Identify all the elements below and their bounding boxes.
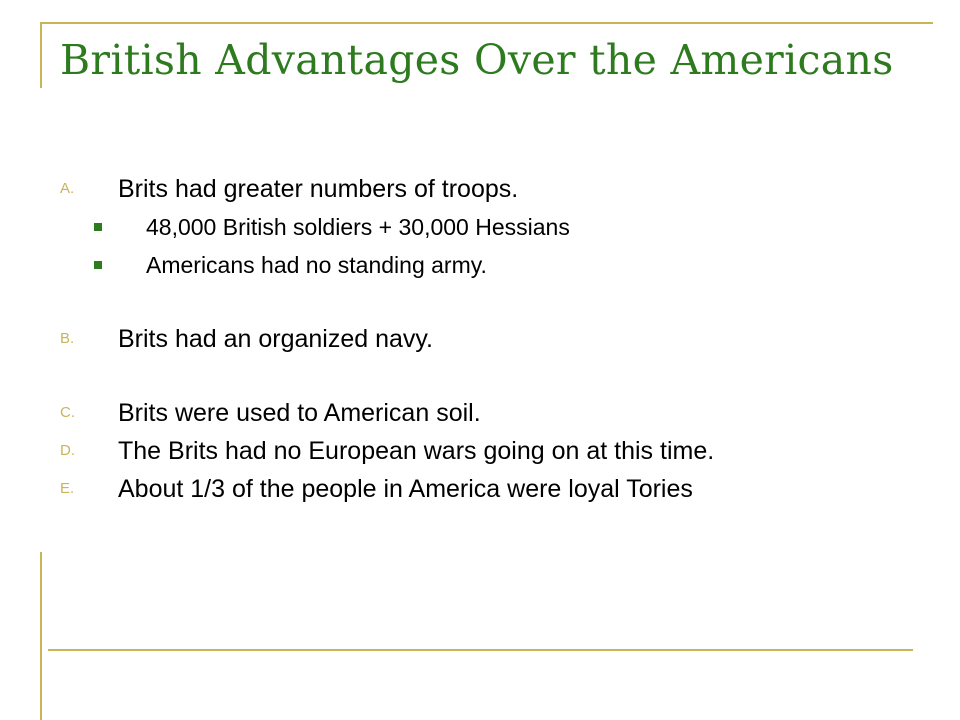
left-rule bbox=[40, 22, 42, 88]
list-marker: A. bbox=[60, 180, 75, 197]
square-bullet-icon bbox=[94, 261, 102, 269]
left-bottom-rule bbox=[40, 552, 42, 720]
list-item-text: The Brits had no European wars going on at this time. bbox=[118, 437, 715, 465]
list-item-text: Brits had greater numbers of troops. bbox=[118, 175, 519, 203]
list-item-text: Brits had an organized navy. bbox=[118, 325, 434, 353]
bottom-rule bbox=[48, 649, 913, 651]
square-bullet-icon bbox=[94, 223, 102, 231]
list-marker: D. bbox=[60, 442, 75, 459]
list-marker: C. bbox=[60, 404, 75, 421]
list-marker: E. bbox=[60, 480, 75, 497]
sub-list-item bbox=[60, 208, 940, 246]
list-item bbox=[60, 320, 940, 358]
list-item-text: About 1/3 of the people in America were loyal Tories bbox=[118, 475, 693, 503]
list-item bbox=[60, 470, 940, 508]
top-rule bbox=[40, 22, 933, 24]
list-marker: B. bbox=[60, 330, 75, 347]
list-item bbox=[60, 394, 940, 432]
list-item bbox=[60, 432, 940, 470]
sub-list-item-text: 48,000 British soldiers + 30,000 Hessians bbox=[146, 214, 570, 240]
sub-list-item bbox=[60, 246, 940, 284]
slide-content bbox=[60, 170, 940, 508]
slide-title: British Advantages Over the Americans bbox=[60, 36, 894, 84]
sub-list-item-text: Americans had no standing army. bbox=[146, 252, 487, 278]
list-item bbox=[60, 170, 940, 208]
list-item-text: Brits were used to American soil. bbox=[118, 399, 481, 427]
